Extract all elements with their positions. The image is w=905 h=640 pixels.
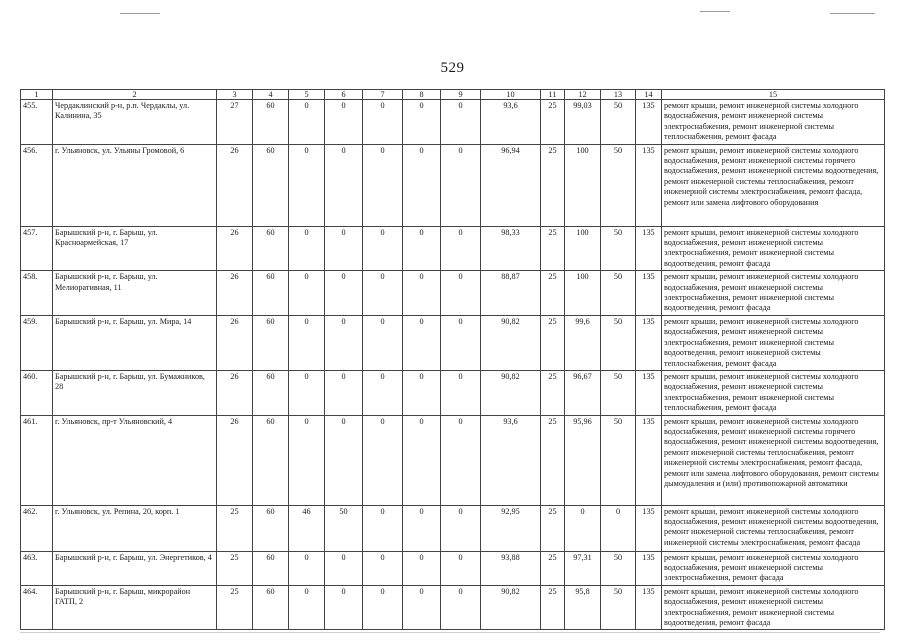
value-cell: 135 [636,226,662,271]
value-cell: 0 [403,100,441,145]
value-cell: 26 [217,226,253,271]
value-cell: 0 [441,100,481,145]
table-row [21,144,885,226]
value-cell: 50 [601,226,636,271]
value-cell: 95,8 [565,585,601,630]
scan-mark [830,13,875,14]
scan-mark [120,13,160,14]
scan-mark [20,632,880,633]
value-cell: 60 [253,585,289,630]
value-cell: 0 [363,144,403,226]
value-cell: 0 [289,226,325,271]
value-cell: 60 [253,370,289,415]
address-cell: Барышский р-н, г. Барыш, ул. Мелиоративная, 11 [53,271,217,316]
table-row [21,271,885,316]
row-number: 463. [21,551,53,585]
row-number: 458. [21,271,53,316]
value-cell: 0 [289,585,325,630]
column-header: 9 [441,90,481,100]
value-cell: 88,87 [481,271,541,316]
value-cell: 0 [403,505,441,551]
table-row [21,551,885,585]
value-cell: 0 [289,551,325,585]
address-cell: Барышский р-н, г. Барыш, ул. Бумажников, 28 [53,370,217,415]
value-cell: 0 [363,226,403,271]
table-row [21,315,885,370]
value-cell: 0 [441,226,481,271]
table-row [21,100,885,145]
value-cell: 0 [325,100,363,145]
column-header: 6 [325,90,363,100]
value-cell: 0 [289,315,325,370]
value-cell: 25 [541,370,565,415]
value-cell: 60 [253,144,289,226]
value-cell: 100 [565,226,601,271]
row-number: 464. [21,585,53,630]
column-header: 11 [541,90,565,100]
value-cell: 0 [441,144,481,226]
address-cell: г. Ульяновск, пр-т Ульяновский, 4 [53,415,217,505]
value-cell: 0 [441,505,481,551]
value-cell: 50 [601,315,636,370]
value-cell: 50 [601,585,636,630]
address-cell: Барышский р-н, г. Барыш, микрорайон ГАТП, 2 [53,585,217,630]
value-cell: 25 [541,271,565,316]
value-cell: 0 [363,315,403,370]
value-cell: 50 [601,370,636,415]
value-cell: 50 [601,144,636,226]
value-cell: 0 [403,226,441,271]
value-cell: 92,95 [481,505,541,551]
value-cell: 96,94 [481,144,541,226]
value-cell: 26 [217,271,253,316]
value-cell: 100 [565,271,601,316]
value-cell: 93,88 [481,551,541,585]
table-row [21,226,885,271]
table-row [21,505,885,551]
header-row [21,90,885,100]
value-cell: 90,82 [481,585,541,630]
value-cell: 0 [403,315,441,370]
value-cell: 60 [253,551,289,585]
value-cell: 0 [403,370,441,415]
works-cell: ремонт крыши, ремонт инженерной системы холодного водоснабжения, ремонт инженерной системы водоотведения, ремонт инженерной системы теплоснабжения, ремонт инженерной системы электроснабжения, ремонт фасада [662,505,885,551]
address-cell: г. Ульяновск, ул. Ульяны Громовой, 6 [53,144,217,226]
value-cell: 135 [636,100,662,145]
value-cell: 0 [601,505,636,551]
value-cell: 60 [253,226,289,271]
value-cell: 0 [363,370,403,415]
value-cell: 0 [325,226,363,271]
value-cell: 25 [541,100,565,145]
value-cell: 0 [403,415,441,505]
address-cell: Барышский р-н, г. Барыш, ул. Красноармейская, 17 [53,226,217,271]
value-cell: 0 [363,585,403,630]
value-cell: 50 [601,271,636,316]
value-cell: 0 [325,370,363,415]
value-cell: 26 [217,370,253,415]
value-cell: 0 [441,370,481,415]
page-number: 529 [440,60,465,76]
value-cell: 25 [217,585,253,630]
value-cell: 99,6 [565,315,601,370]
value-cell: 98,33 [481,226,541,271]
value-cell: 0 [565,505,601,551]
row-number: 459. [21,315,53,370]
column-header: 5 [289,90,325,100]
column-header: 3 [217,90,253,100]
value-cell: 135 [636,505,662,551]
value-cell: 25 [217,505,253,551]
column-header: 7 [363,90,403,100]
table-row [21,415,885,505]
value-cell: 0 [325,415,363,505]
value-cell: 0 [325,271,363,316]
value-cell: 25 [541,585,565,630]
address-cell: Барышский р-н, г. Барыш, ул. Энергетиков, 4 [53,551,217,585]
value-cell: 90,82 [481,370,541,415]
address-cell: Барышский р-н, г. Барыш, ул. Мира, 14 [53,315,217,370]
value-cell: 25 [541,505,565,551]
value-cell: 25 [541,226,565,271]
column-header: 10 [481,90,541,100]
column-header: 13 [601,90,636,100]
value-cell: 0 [363,100,403,145]
value-cell: 60 [253,100,289,145]
value-cell: 25 [217,551,253,585]
value-cell: 0 [289,271,325,316]
column-header: 14 [636,90,662,100]
value-cell: 135 [636,315,662,370]
value-cell: 60 [253,415,289,505]
value-cell: 135 [636,415,662,505]
value-cell: 95,96 [565,415,601,505]
value-cell: 93,6 [481,100,541,145]
value-cell: 25 [541,415,565,505]
value-cell: 0 [441,271,481,316]
works-cell: ремонт крыши, ремонт инженерной системы холодного водоснабжения, ремонт инженерной системы электроснабжения, ремонт инженерной системы теплоснабжения, ремонт фасада [662,370,885,415]
value-cell: 60 [253,505,289,551]
value-cell: 135 [636,585,662,630]
column-header: 1 [21,90,53,100]
value-cell: 135 [636,271,662,316]
works-table [20,89,885,630]
value-cell: 0 [441,551,481,585]
value-cell: 90,82 [481,315,541,370]
value-cell: 0 [325,551,363,585]
table-row [21,370,885,415]
value-cell: 60 [253,315,289,370]
works-cell: ремонт крыши, ремонт инженерной системы холодного водоснабжения, ремонт инженерной системы электроснабжения, ремонт фасада [662,551,885,585]
row-number: 462. [21,505,53,551]
value-cell: 0 [403,551,441,585]
value-cell: 0 [363,271,403,316]
address-cell: г. Ульяновск, ул. Репина, 20, корп. 1 [53,505,217,551]
row-number: 457. [21,226,53,271]
value-cell: 0 [363,551,403,585]
works-cell: ремонт крыши, ремонт инженерной системы холодного водоснабжения, ремонт инженерной системы электроснабжения, ремонт инженерной системы теплоснабжения, ремонт фасада [662,100,885,145]
value-cell: 0 [325,315,363,370]
value-cell: 50 [601,551,636,585]
row-number: 455. [21,100,53,145]
value-cell: 0 [441,585,481,630]
value-cell: 0 [441,415,481,505]
row-number: 460. [21,370,53,415]
value-cell: 25 [541,144,565,226]
value-cell: 0 [289,100,325,145]
column-header: 15 [662,90,885,100]
value-cell: 0 [325,144,363,226]
value-cell: 50 [601,415,636,505]
row-number: 461. [21,415,53,505]
value-cell: 135 [636,144,662,226]
value-cell: 135 [636,551,662,585]
value-cell: 0 [289,415,325,505]
table-row [21,585,885,630]
value-cell: 0 [403,144,441,226]
value-cell: 0 [363,415,403,505]
value-cell: 46 [289,505,325,551]
value-cell: 97,31 [565,551,601,585]
works-cell: ремонт крыши, ремонт инженерной системы холодного водоснабжения, ремонт инженерной системы электроснабжения, ремонт инженерной системы водоотведения, ремонт фасада [662,585,885,630]
value-cell: 25 [541,551,565,585]
value-cell: 50 [325,505,363,551]
value-cell: 0 [289,144,325,226]
value-cell: 26 [217,415,253,505]
value-cell: 0 [289,370,325,415]
value-cell: 135 [636,370,662,415]
column-header: 12 [565,90,601,100]
value-cell: 93,6 [481,415,541,505]
value-cell: 100 [565,144,601,226]
value-cell: 26 [217,315,253,370]
works-cell: ремонт крыши, ремонт инженерной системы холодного водоснабжения, ремонт инженерной системы горячего водоснабжения, ремонт инженерной системы водоотведения, ремонт инженерной системы теплоснабжения, ремонт инженерной системы электроснабжения, ремонт фасада, ремонт или замена лифтового оборудования [662,144,885,226]
value-cell: 99,03 [565,100,601,145]
works-cell: ремонт крыши, ремонт инженерной системы холодного водоснабжения, ремонт инженерной системы электроснабжения, ремонт инженерной системы водоотведения, ремонт инженерной системы теплоснабжения, ремонт фасада [662,315,885,370]
value-cell: 50 [601,100,636,145]
works-cell: ремонт крыши, ремонт инженерной системы холодного водоснабжения, ремонт инженерной системы горячего водоснабжения, ремонт инженерной системы водоотведения, ремонт инженерной системы теплоснабжения, ремонт инженерной системы электроснабжения, ремонт фасада, ремонт или замена лифтового оборудования, ремонт системы дымоудаления и (или) противопожарной автоматики [662,415,885,505]
works-cell: ремонт крыши, ремонт инженерной системы холодного водоснабжения, ремонт инженерной системы электроснабжения, ремонт инженерной системы водоотведения, ремонт фасада [662,226,885,271]
row-number: 456. [21,144,53,226]
value-cell: 27 [217,100,253,145]
works-cell: ремонт крыши, ремонт инженерной системы холодного водоснабжения, ремонт инженерной системы электроснабжения, ремонт инженерной системы водоотведения, ремонт фасада [662,271,885,316]
value-cell: 0 [325,585,363,630]
value-cell: 0 [403,585,441,630]
column-header: 4 [253,90,289,100]
value-cell: 0 [363,505,403,551]
column-header: 8 [403,90,441,100]
scan-mark [700,11,730,12]
value-cell: 60 [253,271,289,316]
address-cell: Чердаклинский р-н, р.п. Чердаклы, ул. Калинина, 35 [53,100,217,145]
value-cell: 26 [217,144,253,226]
value-cell: 96,67 [565,370,601,415]
value-cell: 0 [441,315,481,370]
value-cell: 25 [541,315,565,370]
value-cell: 0 [403,271,441,316]
column-header: 2 [53,90,217,100]
